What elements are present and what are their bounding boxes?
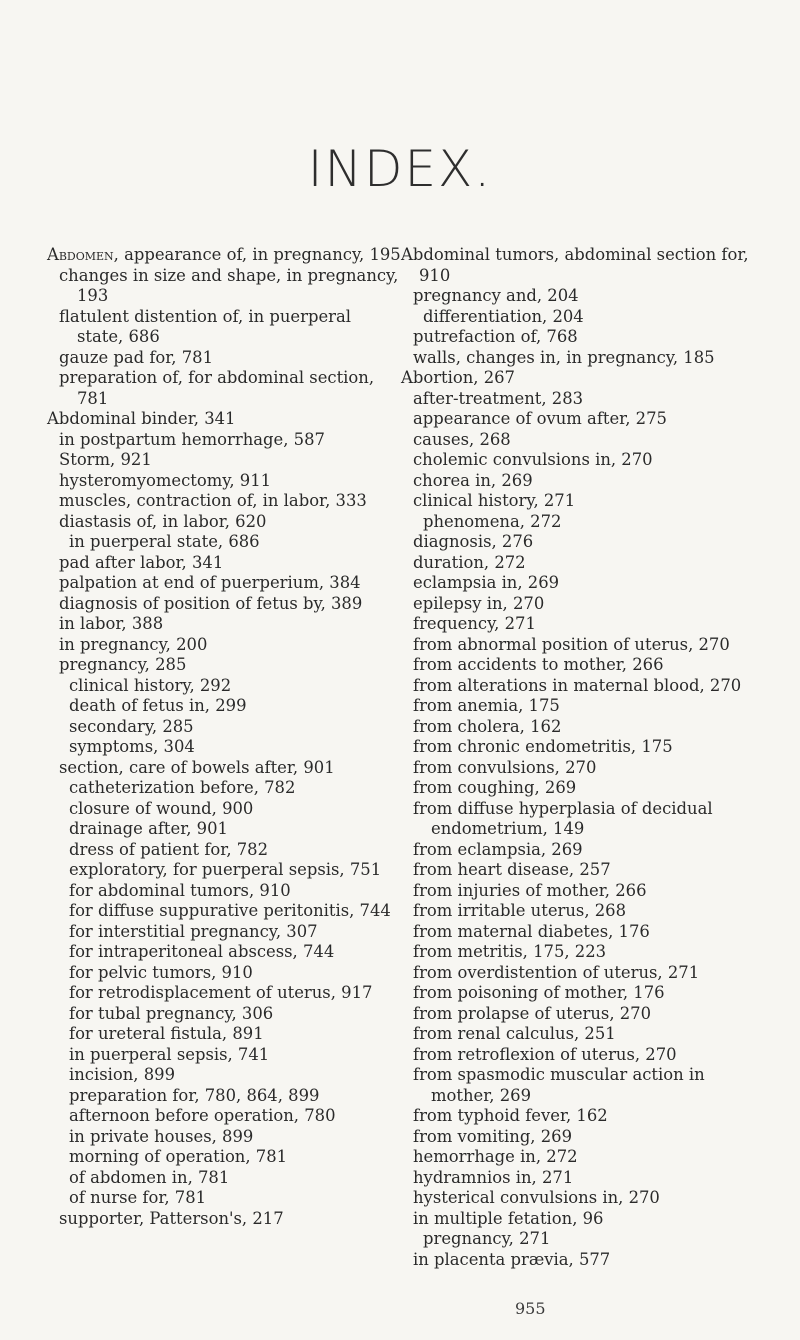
index-entry bbox=[69, 1045, 402, 1066]
index-entry bbox=[413, 676, 767, 697]
index-entry bbox=[59, 430, 402, 451]
index-entry bbox=[69, 1004, 402, 1025]
index-entry bbox=[413, 1024, 767, 1045]
index-entry-text: catheterization before, 782 bbox=[69, 778, 296, 797]
index-entry bbox=[413, 532, 767, 553]
index-entry-text: for diffuse suppurative peritonitis, 744 bbox=[69, 901, 391, 920]
index-entry bbox=[59, 635, 402, 656]
index-entry bbox=[59, 614, 402, 635]
index-entry bbox=[59, 266, 402, 307]
index-entry bbox=[413, 471, 767, 492]
index-entry-text: of abdomen in, 781 bbox=[69, 1167, 230, 1187]
index-entry-text: from heart disease, 257 bbox=[413, 860, 611, 879]
index-entry-text: for pelvic tumors, 910 bbox=[69, 962, 253, 982]
index-entry-text: for retrodisplacement of uterus, 917 bbox=[69, 983, 373, 1002]
index-entry-text: from prolapse of uterus, 270 bbox=[413, 1003, 652, 1023]
index-entry bbox=[413, 430, 767, 451]
index-entry-text: preparation for, 780, 864, 899 bbox=[69, 1085, 320, 1105]
index-entry bbox=[413, 1250, 767, 1271]
index-entry-text: from cholera, 162 bbox=[413, 716, 562, 736]
index-entry-text: of nurse for, 781 bbox=[69, 1188, 207, 1207]
page-title: INDEX. bbox=[307, 140, 493, 198]
index-entry-text: eclampsia in, 269 bbox=[413, 573, 560, 592]
index-entry-text: afternoon before operation, 780 bbox=[69, 1106, 336, 1125]
index-entry-text: closure of wound, 900 bbox=[69, 798, 254, 818]
index-entry bbox=[413, 1045, 767, 1066]
index-entry bbox=[413, 840, 767, 861]
index-entry-text: in multiple fetation, 96 bbox=[413, 1208, 604, 1228]
index-entry-text: hydramnios in, 271 bbox=[413, 1167, 574, 1187]
index-entry-text: from typhoid fever, 162 bbox=[413, 1106, 608, 1125]
index-entry bbox=[69, 1065, 402, 1086]
index-entry bbox=[413, 655, 767, 676]
index-entry bbox=[413, 327, 767, 348]
index-entry bbox=[69, 1024, 402, 1045]
index-entry-text: appearance of ovum after, 275 bbox=[413, 409, 667, 428]
index-entry bbox=[69, 901, 402, 922]
index-entry bbox=[413, 553, 767, 574]
index-entry-text: dress of patient for, 782 bbox=[69, 839, 269, 859]
index-entry bbox=[413, 1004, 767, 1025]
index-entry bbox=[69, 1168, 402, 1189]
index-entry-text: for interstitial pregnancy, 307 bbox=[69, 921, 318, 941]
index-entry-text: differentiation, 204 bbox=[423, 306, 584, 326]
page-number: 955 bbox=[515, 1299, 546, 1318]
index-entry bbox=[69, 942, 402, 963]
index-entry-text: frequency, 271 bbox=[413, 614, 536, 633]
index-entry-text: death of fetus in, 299 bbox=[69, 696, 247, 715]
index-entry bbox=[413, 922, 767, 943]
index-entry bbox=[423, 307, 767, 328]
index-entry bbox=[69, 696, 402, 717]
index-entry bbox=[69, 922, 402, 943]
index-entry-text: hysteromyomectomy, 911 bbox=[59, 470, 272, 490]
index-entry bbox=[413, 1065, 767, 1106]
index-entry bbox=[413, 389, 767, 410]
index-entry-text: muscles, contraction of, in labor, 333 bbox=[59, 491, 367, 510]
index-entry-text: diastasis of, in labor, 620 bbox=[59, 511, 267, 531]
index-entry bbox=[47, 409, 402, 430]
index-entry-text: flatulent distention of, in puerperal state, 686 bbox=[59, 306, 351, 346]
index-entry bbox=[59, 368, 402, 409]
index-entry-text: supporter, Patterson's, 217 bbox=[59, 1208, 284, 1228]
index-entry-text: pregnancy, 271 bbox=[423, 1229, 551, 1248]
index-entry bbox=[69, 676, 402, 697]
index-entry bbox=[69, 778, 402, 799]
index-heading-word: Abdomen, bbox=[47, 245, 119, 264]
index-entry-text: in private houses, 899 bbox=[69, 1126, 254, 1146]
index-entry bbox=[47, 245, 402, 266]
index-entry bbox=[59, 450, 402, 471]
index-entry-text: section, care of bowels after, 901 bbox=[59, 757, 335, 777]
index-entry-text: from anemia, 175 bbox=[413, 696, 560, 715]
index-entry-text: from chronic endometritis, 175 bbox=[413, 737, 673, 756]
index-entry bbox=[401, 368, 767, 389]
index-entry-text: in puerperal state, 686 bbox=[69, 532, 260, 551]
index-entry-text: from diffuse hyperplasia of decidual endometrium, 149 bbox=[413, 798, 713, 838]
index-entry-text: for ureteral fistula, 891 bbox=[69, 1024, 264, 1043]
index-entry-text: causes, 268 bbox=[413, 429, 511, 449]
index-entry bbox=[59, 655, 402, 676]
index-entry-text: from accidents to mother, 266 bbox=[413, 655, 664, 674]
index-entry bbox=[413, 942, 767, 963]
index-entry-text: for tubal pregnancy, 306 bbox=[69, 1003, 274, 1023]
index-entry-text: Abortion, 267 bbox=[401, 368, 515, 387]
index-entry bbox=[69, 881, 402, 902]
index-entry bbox=[69, 860, 402, 881]
index-entry-text: preparation of, for abdominal section, 781 bbox=[59, 368, 375, 408]
index-entry bbox=[413, 594, 767, 615]
index-entry-text: Abdominal tumors, abdominal section for, 910 bbox=[401, 245, 749, 285]
index-entry bbox=[423, 1229, 767, 1250]
index-entry bbox=[59, 594, 402, 615]
index-entry-text: from injuries of mother, 266 bbox=[413, 880, 647, 900]
index-entry bbox=[69, 1127, 402, 1148]
index-entry-text: epilepsy in, 270 bbox=[413, 593, 545, 613]
index-entry bbox=[423, 512, 767, 533]
index-entry-text: in puerperal sepsis, 741 bbox=[69, 1044, 270, 1064]
index-entry bbox=[413, 963, 767, 984]
index-entry bbox=[59, 1209, 402, 1230]
index-entry bbox=[59, 758, 402, 779]
index-entry-text: palpation at end of puerperium, 384 bbox=[59, 573, 361, 592]
index-entry-text: from irritable uterus, 268 bbox=[413, 901, 627, 920]
index-entry bbox=[413, 450, 767, 471]
index-entry-text: from vomiting, 269 bbox=[413, 1126, 573, 1146]
index-entry-text: after-treatment, 283 bbox=[413, 388, 584, 408]
index-entry-text: hysterical convulsions in, 270 bbox=[413, 1188, 660, 1207]
index-entry bbox=[413, 1106, 767, 1127]
index-entry-text: cholemic convulsions in, 270 bbox=[413, 450, 653, 469]
index-entry-text: from poisoning of mother, 176 bbox=[413, 983, 665, 1002]
index-entry-text: in postpartum hemorrhage, 587 bbox=[59, 429, 325, 449]
index-entry-text: pregnancy, 285 bbox=[59, 655, 187, 674]
index-column-right bbox=[401, 245, 767, 1270]
index-entry-text: changes in size and shape, in pregnancy, 193 bbox=[59, 265, 399, 305]
index-entry bbox=[413, 881, 767, 902]
index-entry-text: Abdominal binder, 341 bbox=[47, 409, 236, 428]
index-entry bbox=[413, 983, 767, 1004]
index-entry-text: in placenta prævia, 577 bbox=[413, 1249, 611, 1269]
index-entry-text: for intraperitoneal abscess, 744 bbox=[69, 942, 335, 961]
index-entry-text: from eclampsia, 269 bbox=[413, 839, 583, 859]
index-entry bbox=[413, 1168, 767, 1189]
index-entry-text: morning of operation, 781 bbox=[69, 1147, 288, 1166]
index-entry bbox=[59, 471, 402, 492]
index-entry bbox=[413, 491, 767, 512]
index-entry bbox=[401, 245, 767, 286]
index-entry bbox=[59, 573, 402, 594]
index-entry-text: from convulsions, 270 bbox=[413, 757, 597, 777]
index-entry bbox=[69, 799, 402, 820]
index-entry bbox=[59, 491, 402, 512]
index-entry-text: walls, changes in, in pregnancy, 185 bbox=[413, 347, 715, 367]
index-entry bbox=[69, 532, 402, 553]
index-entry-text: drainage after, 901 bbox=[69, 819, 228, 838]
index-entry-text: duration, 272 bbox=[413, 552, 526, 572]
index-entry bbox=[413, 696, 767, 717]
index-entry bbox=[413, 286, 767, 307]
index-entry bbox=[413, 348, 767, 369]
index-entry-text: Storm, 921 bbox=[59, 450, 152, 469]
index-entry bbox=[413, 573, 767, 594]
index-entry bbox=[413, 1127, 767, 1148]
index-entry bbox=[413, 737, 767, 758]
index-entry-text: clinical history, 292 bbox=[69, 675, 232, 695]
index-entry bbox=[59, 307, 402, 348]
index-entry-text: from overdistention of uterus, 271 bbox=[413, 962, 700, 982]
index-entry-text: hemorrhage in, 272 bbox=[413, 1147, 578, 1166]
index-entry bbox=[59, 553, 402, 574]
index-entry bbox=[413, 409, 767, 430]
index-entry bbox=[413, 778, 767, 799]
index-entry-text: from retroflexion of uterus, 270 bbox=[413, 1044, 677, 1064]
index-entry bbox=[69, 737, 402, 758]
index-entry-text: incision, 899 bbox=[69, 1065, 176, 1084]
index-entry bbox=[413, 614, 767, 635]
index-entry-text: in labor, 388 bbox=[59, 614, 164, 633]
index-entry bbox=[69, 819, 402, 840]
index-entry-text: from alterations in maternal blood, 270 bbox=[413, 675, 742, 695]
index-entry-text: appearance of, in pregnancy, 195 bbox=[118, 245, 401, 264]
index-entry bbox=[413, 901, 767, 922]
index-entry-text: for abdominal tumors, 910 bbox=[69, 880, 291, 900]
index-entry bbox=[59, 512, 402, 533]
index-entry bbox=[69, 1188, 402, 1209]
index-entry bbox=[69, 983, 402, 1004]
index-entry-text: in pregnancy, 200 bbox=[59, 634, 208, 654]
index-entry-text: from spasmodic muscular action in mother, 269 bbox=[413, 1065, 705, 1105]
index-entry bbox=[413, 635, 767, 656]
index-entry-text: pregnancy and, 204 bbox=[413, 286, 579, 305]
index-entry bbox=[413, 860, 767, 881]
index-entry bbox=[413, 1147, 767, 1168]
index-entry bbox=[69, 840, 402, 861]
index-entry bbox=[413, 799, 767, 840]
index-column-left bbox=[47, 245, 402, 1229]
index-entry-text: from abnormal position of uterus, 270 bbox=[413, 634, 730, 654]
index-entry bbox=[413, 1188, 767, 1209]
index-entry-text: diagnosis, 276 bbox=[413, 532, 534, 551]
index-entry bbox=[413, 758, 767, 779]
index-entry-text: exploratory, for puerperal sepsis, 751 bbox=[69, 860, 382, 879]
index-entry-text: secondary, 285 bbox=[69, 716, 194, 736]
index-entry bbox=[69, 717, 402, 738]
index-entry-text: clinical history, 271 bbox=[413, 491, 576, 510]
index-entry-text: from coughing, 269 bbox=[413, 778, 577, 797]
index-entry bbox=[413, 1209, 767, 1230]
index-entry-text: from maternal diabetes, 176 bbox=[413, 921, 650, 941]
index-entry-text: gauze pad for, 781 bbox=[59, 347, 214, 367]
index-entry-text: chorea in, 269 bbox=[413, 470, 533, 490]
index-entry-text: pad after labor, 341 bbox=[59, 552, 224, 572]
index-entry bbox=[69, 1106, 402, 1127]
index-entry bbox=[59, 348, 402, 369]
index-entry bbox=[69, 1147, 402, 1168]
index-entry-text: symptoms, 304 bbox=[69, 737, 195, 756]
index-entry bbox=[413, 717, 767, 738]
index-entry-text: phenomena, 272 bbox=[423, 511, 562, 531]
index-entry-text: from renal calculus, 251 bbox=[413, 1024, 616, 1043]
index-entry-text: putrefaction of, 768 bbox=[413, 327, 578, 346]
index-entry-text: diagnosis of position of fetus by, 389 bbox=[59, 593, 363, 613]
index-entry bbox=[69, 1086, 402, 1107]
index-entry-text: from metritis, 175, 223 bbox=[413, 942, 607, 961]
index-entry bbox=[69, 963, 402, 984]
